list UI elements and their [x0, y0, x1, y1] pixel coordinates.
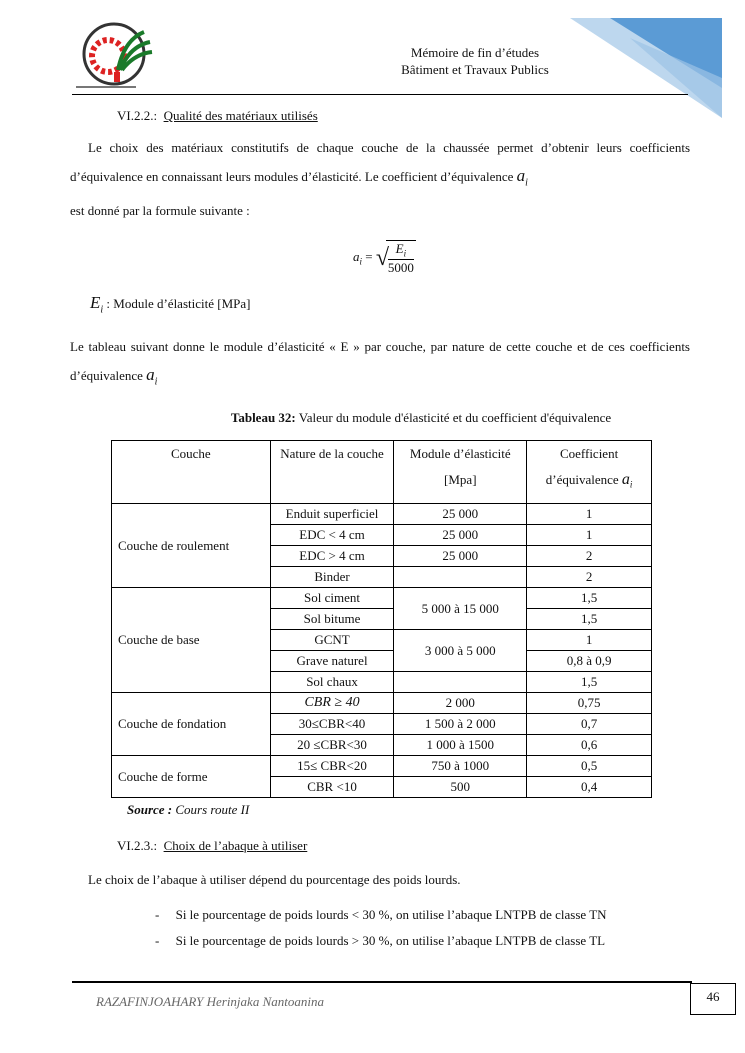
- table-row: [112, 756, 652, 777]
- table-cell: 25 000: [394, 525, 527, 546]
- table-cell: 25 000: [394, 504, 527, 525]
- table-cell: 1,5: [527, 609, 652, 630]
- group-cell: Couche de roulement: [112, 504, 271, 588]
- section-title: Qualité des matériaux utilisés: [163, 108, 318, 123]
- table-cell: Sol bitume: [270, 609, 394, 630]
- footer-rule: [72, 981, 692, 983]
- table-cell: 20 ≤CBR<30: [270, 735, 394, 756]
- table-row: [112, 693, 652, 714]
- group-cell: Couche de forme: [112, 756, 271, 798]
- table-cell: 1,5: [527, 672, 652, 693]
- corner-decoration: [570, 18, 722, 118]
- table-intro-paragraph: Le tableau suivant donne le module d’élasticité « E » par couche, par nature de cette couche et de ces coefficients d’équivalence $a_i$: [70, 339, 690, 388]
- table-cell: 1: [527, 504, 652, 525]
- header-coef: Coefficient d’équivalence $a_i$: [527, 441, 652, 504]
- table-cell: Sol ciment: [270, 588, 394, 609]
- table-source: Source : Cours route II: [127, 802, 250, 817]
- table-cell: 25 000: [394, 546, 527, 567]
- table-cell: 15≤ CBR<20: [270, 756, 394, 777]
- table-row: [112, 504, 652, 525]
- table-cell: Sol chaux: [270, 672, 394, 693]
- formula: $a_i$ = √ $\frac{E_i}{5000}$: [353, 241, 414, 275]
- page-number: 46: [690, 983, 736, 1015]
- definition-line: $E_i$ : Module d’élasticité [MPa]: [90, 293, 251, 316]
- section-heading-2: [117, 838, 307, 854]
- table-cell: 1,5: [527, 588, 652, 609]
- header-module: Module d’élasticité [Mpa]: [394, 441, 527, 504]
- school-logo: [74, 20, 160, 92]
- table-cell: 2 000: [394, 693, 527, 714]
- table-cell: 30≤CBR<40: [270, 714, 394, 735]
- table-caption: Tableau 32: Valeur du module d'élasticité et du coefficient d'équivalence: [230, 410, 612, 425]
- table-cell: 5 000 à 15 000: [394, 588, 527, 630]
- table-cell: CBR <10: [270, 777, 394, 798]
- bullet-item: - Si le pourcentage de poids lourds > 30 %, on utilise l’abaque LNTPB de classe TL: [155, 933, 606, 948]
- var-a: $a_i$: [516, 166, 528, 189]
- section-number: VI.2.3.:: [117, 838, 158, 853]
- table-cell: EDC > 4 cm: [270, 546, 394, 567]
- table-cell: 750 à 1000: [394, 756, 527, 777]
- header-rule: [72, 94, 688, 95]
- section-number: VI.2.2.:: [117, 108, 158, 123]
- running-header: [360, 44, 590, 78]
- intro-paragraph: [70, 134, 690, 225]
- table-cell: [394, 672, 527, 693]
- table-cell: CBR ≥ 40: [270, 693, 394, 714]
- header-couche: Couche: [112, 441, 271, 504]
- paragraph-text-end: est donné par la formule suivante :: [70, 203, 250, 219]
- table-cell: 500: [394, 777, 527, 798]
- table-row: [112, 588, 652, 609]
- table-cell: 0,7: [527, 714, 652, 735]
- header-line-1: Mémoire de fin d’études: [410, 45, 540, 60]
- group-cell: Couche de fondation: [112, 693, 271, 756]
- bullet-item: - Si le pourcentage de poids lourds < 30 %, on utilise l’abaque LNTPB de classe TN: [155, 907, 607, 922]
- table-cell: 2: [527, 546, 652, 567]
- table-cell: [394, 567, 527, 588]
- table-cell: 0,8 à 0,9: [527, 651, 652, 672]
- table-cell: 0,6: [527, 735, 652, 756]
- table-cell: Binder: [270, 567, 394, 588]
- paragraph-text: Le choix des matériaux constitutifs de chaque couche de la chaussée permet d’obtenir leurs coefficients d’équivalence en connaissant leurs modules d’élasticité. Le coefficient d’équivalence: [70, 140, 690, 184]
- table-cell: Enduit superficiel: [270, 504, 394, 525]
- section-heading-1: [117, 108, 318, 124]
- table-cell: GCNT: [270, 630, 394, 651]
- table-header-row: [112, 441, 652, 504]
- section-title: Choix de l’abaque à utiliser: [163, 838, 308, 853]
- table-cell: 1: [527, 630, 652, 651]
- table-cell: 0,4: [527, 777, 652, 798]
- elasticity-table: [111, 440, 652, 798]
- table-cell: Grave naturel: [270, 651, 394, 672]
- table-cell: EDC < 4 cm: [270, 525, 394, 546]
- table-cell: 1 500 à 2 000: [394, 714, 527, 735]
- table-cell: 3 000 à 5 000: [394, 630, 527, 672]
- table-cell: 1: [527, 525, 652, 546]
- group-cell: Couche de base: [112, 588, 271, 693]
- table-cell: 0,5: [527, 756, 652, 777]
- table-cell: 0,75: [527, 693, 652, 714]
- abaque-paragraph: Le choix de l’abaque à utiliser dépend du pourcentage des poids lourds.: [88, 872, 461, 887]
- footer-author: RAZAFINJOAHARY Herinjaka Nantoanina: [96, 994, 324, 1009]
- header-nature: Nature de la couche: [270, 441, 394, 504]
- header-line-2: Bâtiment et Travaux Publics: [401, 62, 549, 77]
- table-cell: 2: [527, 567, 652, 588]
- table-cell: 1 000 à 1500: [394, 735, 527, 756]
